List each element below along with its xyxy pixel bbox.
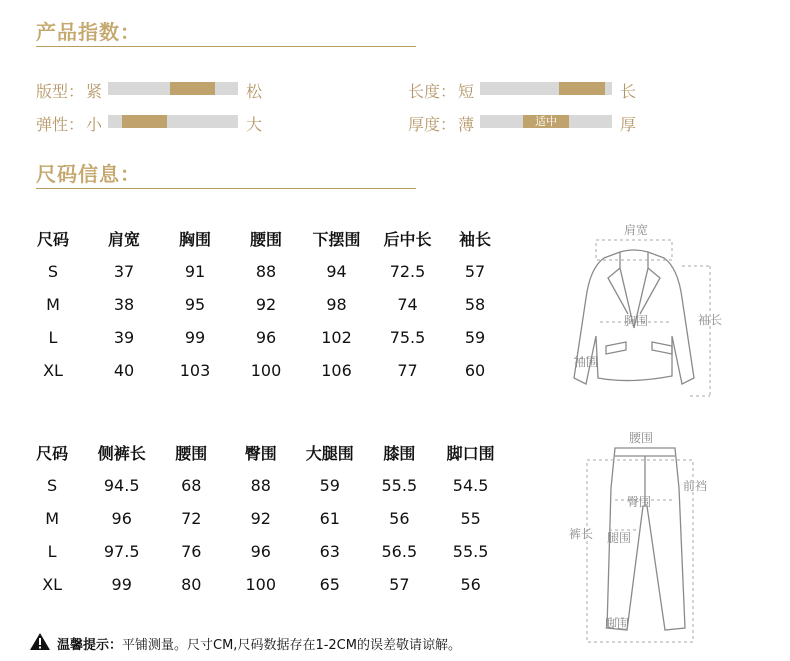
thickness-bar <box>480 115 612 128</box>
table-cell: 99 <box>184 328 206 347</box>
note-text: 平铺测量。尺寸CM,尺码数据存在1-2CM的误差敬请谅解。 <box>122 638 461 653</box>
elasticity-row <box>36 112 276 134</box>
table-cell: 55.5 <box>452 542 489 561</box>
thickness-right: 厚 <box>620 115 637 134</box>
table-cell: 68 <box>181 476 202 495</box>
table-cell: 76 <box>181 542 202 561</box>
table-cell: 40 <box>113 361 135 380</box>
table-cell: 96 <box>111 509 132 528</box>
table-row <box>17 354 507 387</box>
table-cell: 39 <box>113 328 135 347</box>
note-bold: 温馨提示： <box>57 638 123 653</box>
table-cell: 94.5 <box>103 476 140 495</box>
table-cell: 55.5 <box>381 476 418 495</box>
length-bar <box>480 82 612 95</box>
table-cell: 38 <box>113 295 135 314</box>
table-cell: 91 <box>184 262 206 281</box>
table-row <box>17 535 507 568</box>
thickness-label: 厚度： <box>408 115 457 134</box>
jacket-header-row <box>17 222 507 255</box>
elasticity-left: 小 <box>86 115 103 134</box>
elasticity-bar-fill <box>122 115 168 128</box>
elasticity-bar <box>108 115 238 128</box>
size-info-divider <box>36 188 416 189</box>
table-row <box>17 568 507 601</box>
table-row <box>17 321 507 354</box>
table-cell: 54.5 <box>452 476 489 495</box>
table-cell: S <box>47 476 58 495</box>
note-text-row <box>57 634 461 653</box>
table-row <box>17 502 507 535</box>
jacket-label-sleeve: 袖长 <box>698 313 723 327</box>
table-cell: 55 <box>460 509 481 528</box>
table-cell: 59 <box>319 476 340 495</box>
size-info-title: 尺码信息： <box>36 162 141 186</box>
table-cell: 102 <box>321 328 352 347</box>
elasticity-right: 大 <box>246 115 263 134</box>
table-cell: L <box>47 542 57 561</box>
table-cell: 61 <box>319 509 340 528</box>
pants-label-cuff: 脚围 <box>605 617 630 631</box>
table-header: 肩宽 <box>107 230 140 249</box>
jacket-size-table <box>17 222 507 387</box>
thickness-bar-fill <box>523 115 569 128</box>
version-bar-fill <box>170 82 216 95</box>
jacket-diagram <box>560 218 735 403</box>
table-cell: 72.5 <box>389 262 426 281</box>
warning-icon <box>30 633 50 650</box>
thickness-marker-text: 适中 <box>534 115 557 128</box>
table-cell: 56 <box>460 575 481 594</box>
table-header: 脚口围 <box>446 444 495 463</box>
table-header: 腰围 <box>175 444 208 463</box>
thickness-row <box>408 112 648 134</box>
table-cell: 63 <box>319 542 340 561</box>
table-cell: 60 <box>464 361 486 380</box>
pants-size-table <box>17 436 507 601</box>
table-cell: 88 <box>250 476 271 495</box>
table-header: 臀围 <box>244 444 277 463</box>
product-index-title: 产品指数： <box>36 20 141 44</box>
table-cell: 88 <box>255 262 277 281</box>
jacket-label-hem: 袖围 <box>574 355 599 369</box>
table-cell: 100 <box>250 361 282 380</box>
table-cell: 98 <box>326 295 347 314</box>
table-header: 大腿围 <box>305 444 354 463</box>
version-right: 松 <box>246 82 263 101</box>
product-index-divider <box>36 46 416 47</box>
thickness-left: 薄 <box>458 115 475 134</box>
length-right: 长 <box>620 82 637 101</box>
table-header: 尺码 <box>36 230 69 249</box>
table-cell: 106 <box>321 361 352 380</box>
version-label: 版型： <box>36 82 85 101</box>
table-cell: 94 <box>326 262 347 281</box>
pants-label-rise: 前裆 <box>683 479 708 493</box>
table-header: 下摆围 <box>312 230 361 249</box>
table-cell: 103 <box>179 361 211 380</box>
note-bar <box>30 632 590 652</box>
table-header: 侧裤长 <box>97 444 146 463</box>
pants-diagram <box>565 428 725 643</box>
elasticity-label: 弹性： <box>36 115 85 134</box>
table-row <box>17 255 507 288</box>
table-cell: 75.5 <box>389 328 426 347</box>
table-cell: L <box>48 328 58 347</box>
length-row <box>408 79 648 101</box>
length-bar-fill <box>559 82 605 95</box>
length-left: 短 <box>458 82 475 101</box>
table-cell: 99 <box>111 575 132 594</box>
pants-label-hip: 臀围 <box>627 495 652 509</box>
table-header: 腰围 <box>249 230 282 249</box>
table-cell: XL <box>42 575 63 594</box>
table-cell: 77 <box>397 361 418 380</box>
table-header: 尺码 <box>36 444 69 463</box>
pants-label-thigh: 腿围 <box>607 531 632 545</box>
table-cell: 56.5 <box>381 542 418 561</box>
table-header: 后中长 <box>383 230 432 249</box>
pants-label-length: 裤长 <box>569 527 594 541</box>
table-cell: 96 <box>250 542 271 561</box>
pants-label-waist: 腰围 <box>629 431 654 445</box>
table-cell: 97.5 <box>103 542 140 561</box>
table-cell: 92 <box>250 509 271 528</box>
table-row <box>17 469 507 502</box>
table-cell: M <box>46 295 60 314</box>
table-cell: 56 <box>389 509 410 528</box>
table-cell: 57 <box>389 575 410 594</box>
version-left: 紧 <box>86 82 103 101</box>
table-cell: 92 <box>255 295 277 314</box>
table-cell: S <box>47 262 59 281</box>
table-cell: 58 <box>464 295 486 314</box>
table-cell: 57 <box>464 262 486 281</box>
table-cell: 95 <box>184 295 206 314</box>
table-header: 袖长 <box>458 230 491 249</box>
table-cell: 96 <box>255 328 277 347</box>
version-row <box>36 79 276 101</box>
table-cell: 72 <box>181 509 202 528</box>
table-cell: M <box>45 509 60 528</box>
table-cell: 37 <box>113 262 135 281</box>
table-cell: 100 <box>245 575 277 594</box>
length-label: 长度： <box>408 82 457 101</box>
pants-header-row <box>17 436 507 469</box>
version-bar <box>108 82 238 95</box>
table-cell: 74 <box>397 295 418 314</box>
jacket-label-shoulder: 肩宽 <box>624 223 649 237</box>
table-header: 膝围 <box>383 444 416 463</box>
pants-frame <box>587 460 693 642</box>
table-cell: XL <box>43 361 63 380</box>
table-header: 胸围 <box>178 230 211 249</box>
table-cell: 80 <box>181 575 202 594</box>
table-cell: 65 <box>319 575 340 594</box>
table-cell: 59 <box>464 328 486 347</box>
jacket-label-chest: 胸围 <box>624 314 649 328</box>
table-row <box>17 288 507 321</box>
